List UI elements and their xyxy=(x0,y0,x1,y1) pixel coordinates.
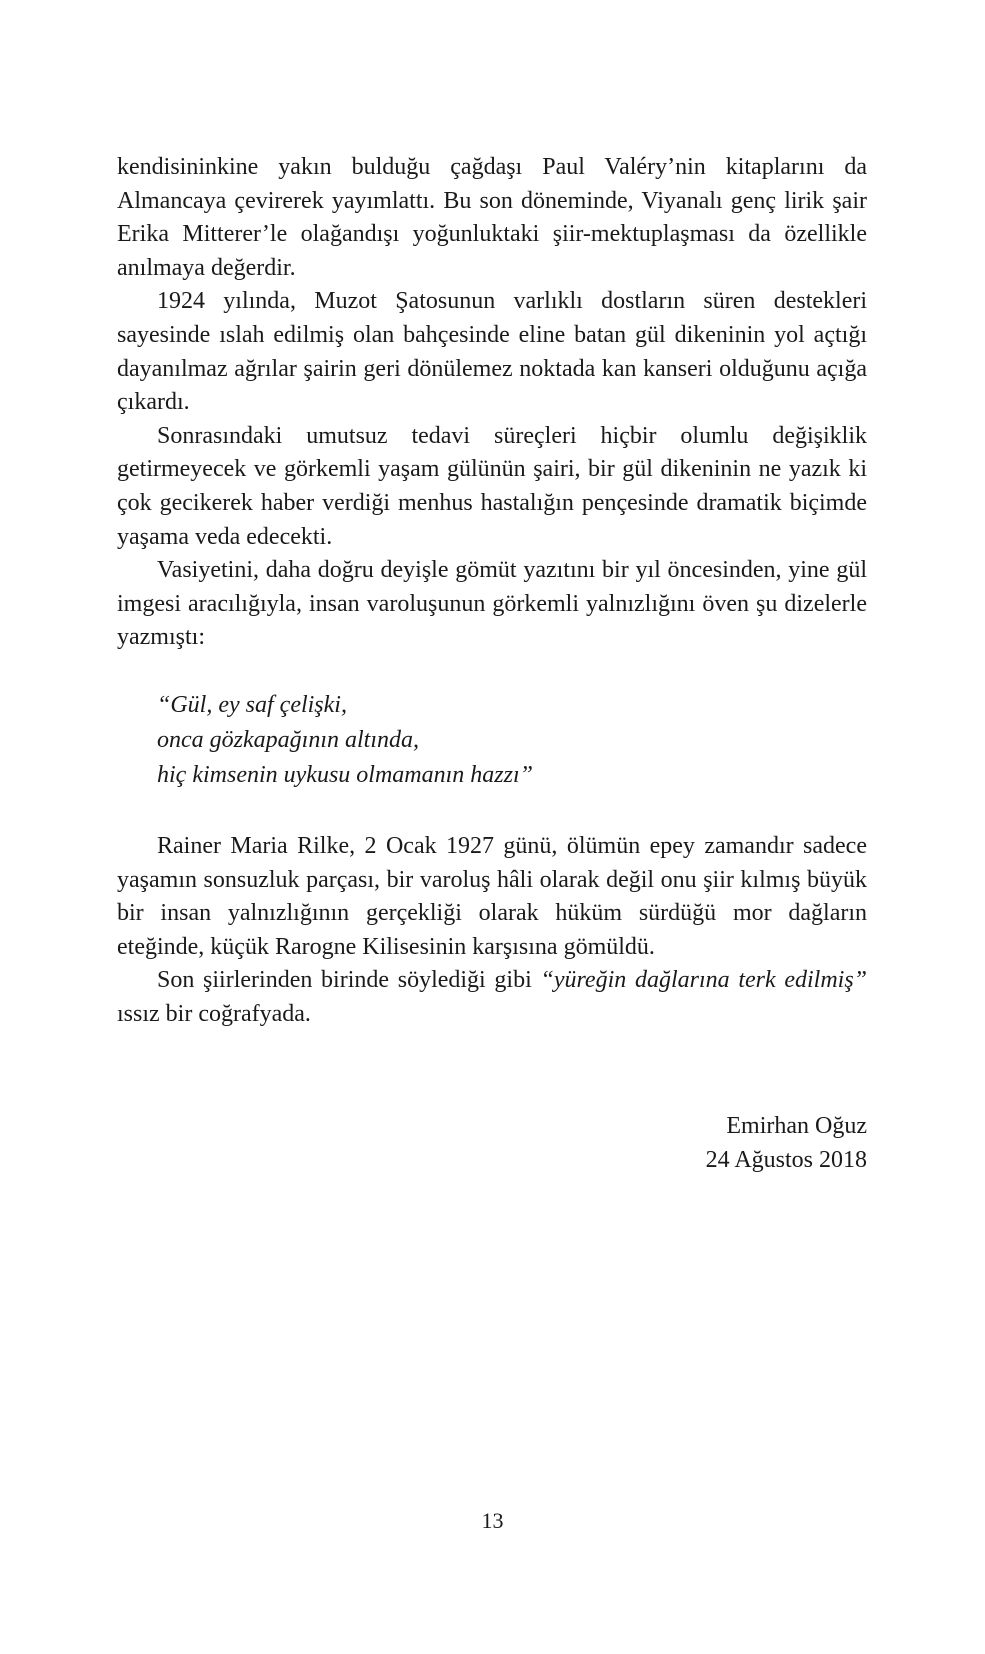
poem-line: onca gözkapağının altında, xyxy=(157,726,419,753)
page-number: 13 xyxy=(481,1508,504,1533)
paragraph: kendisininkine yakın bulduğu çağdaşı Paul Valéry’nin kitaplarını da Almancaya çevirerek yayımlattı. Bu son döneminde, Viyanalı genç lirik şair Erika Mitterer’le olağandışı yoğunluktaki şiir-mektuplaşması da özellikle anılmaya değerdir. xyxy=(117,154,867,281)
signature-date: 24 Ağustos 2018 xyxy=(705,1147,867,1173)
closing-text-start: Son şiirlerinden birinde söylediği gibi xyxy=(157,967,541,994)
paragraph: 1924 yılında, Muzot Şatosunun varlıklı dostların süren destekleri sayesinde ıslah edilmiş olan bahçesinde eline batan gül dikeninin yol açtığı dayanılmaz ağrılar şairin geri dönülemez noktada kan kanseri olduğunu açığa çıkardı. xyxy=(117,288,867,416)
paragraph: Rainer Maria Rilke, 2 Ocak 1927 günü, ölümün epey zamandır sadece yaşamın sonsuzluk parçası, bir varoluş hâli olarak değil onu şiir kılmış büyük bir insan yalnızlığının gerçekliği olarak hüküm sürdüğü mor dağların eteğinde, küçük Rarogne Kilisesinin karşısına gömüldü. xyxy=(117,832,867,960)
poem-line: “Gül, ey saf çelişki, xyxy=(157,691,347,718)
poem-line: hiç kimsenin uykusu olmamanın hazzı” xyxy=(157,761,533,788)
author-name: Emirhan Oğuz xyxy=(726,1113,867,1139)
closing-text-end: ıssız bir coğrafyada. xyxy=(117,1000,311,1027)
italic-quote: “yüreğin dağlarına terk edilmiş” xyxy=(540,967,867,994)
paragraph: Sonrasındaki umutsuz tedavi süreçleri hiçbir olumlu değişiklik getirmeyecek ve görkemli yaşam gülünün şairi, bir gül dikeninin ne yazık ki çok gecikerek haber verdiği menhus hastalığın pençesinde dramatik biçimde yaşama veda edecekti. xyxy=(117,422,867,550)
paragraph: Vasiyetini, daha doğru deyişle gömüt yazıtını bir yıl öncesinden, yine gül imgesi aracılığıyla, insan varoluşunun görkemli yalnızlığını öven şu dizelerle yazmıştı: xyxy=(117,557,867,651)
closing-paragraph xyxy=(117,964,867,1031)
body-text xyxy=(117,151,867,1031)
epitaph-poem xyxy=(157,688,867,793)
signature-block xyxy=(706,1109,867,1177)
